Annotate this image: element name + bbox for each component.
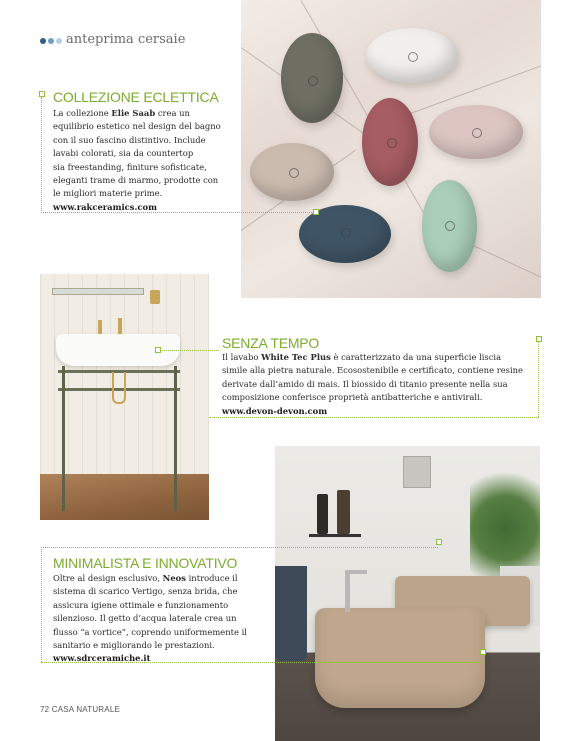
connector-marker xyxy=(536,336,542,342)
dot-3 xyxy=(56,38,62,44)
magazine-name: CASA NATURALE xyxy=(51,705,120,714)
article-title: COLLEZIONE ECLETTICA xyxy=(53,89,219,105)
connector-line xyxy=(157,350,219,351)
body-line: assicura igiene ottimale e funzionamento xyxy=(53,599,229,610)
connector-marker xyxy=(313,209,319,215)
section-label: anteprima cersaie xyxy=(66,32,186,47)
body-line: sia freestanding, finiture sofisticate, xyxy=(53,161,207,172)
article-title: MINIMALISTA E INNOVATIVO xyxy=(53,555,238,571)
dot-2 xyxy=(48,38,54,44)
body-line: silenzioso. Il getto d’acqua laterale crea un xyxy=(53,613,237,624)
connector-marker xyxy=(39,91,45,97)
body-line: le migliori materie prime. xyxy=(53,188,163,199)
connector-line xyxy=(41,547,42,662)
article-body xyxy=(53,107,238,214)
body-line: sanitario e migliorando le prestazioni. xyxy=(53,640,215,651)
photo-bidet-and-wc xyxy=(275,446,540,741)
article-link[interactable]: www.rakceramics.com xyxy=(53,201,157,212)
body-line: composizione conferisce proprietà antibatteriche e antivirali. xyxy=(222,392,483,403)
body-line: simile alla pietra naturale. Ecosostenibile e certificato, contiene resine xyxy=(222,365,523,376)
article-link[interactable]: www.sdrceramiche.it xyxy=(53,653,151,664)
section-dots xyxy=(40,38,62,44)
body-line: equilibrio estetico nel design del bagno xyxy=(53,121,221,132)
page-number: 72 xyxy=(40,705,50,714)
article-link[interactable]: www.devon-devon.com xyxy=(222,405,328,416)
article-body xyxy=(53,572,263,666)
body-line: derivate dall’amido di mais. Il biossido di titanio presente nella sua xyxy=(222,378,508,389)
connector-marker xyxy=(155,347,161,353)
photo-colored-washbasins xyxy=(241,0,541,298)
body-line: Oltre al design esclusivo, Neos introduce il xyxy=(53,573,238,583)
connector-line xyxy=(41,547,438,548)
body-line: sistema di scarico Vertigo, senza brida, che xyxy=(53,586,238,597)
connector-line xyxy=(41,97,42,211)
body-line: Il lavabo White Tec Plus è caratterizzato da una superficie liscia xyxy=(222,352,502,362)
body-line: con il suo fascino distintivo. Include xyxy=(53,134,206,145)
article-title: SENZA TEMPO xyxy=(222,335,320,351)
connector-line xyxy=(538,342,539,417)
body-line: lavabi colorati, sia da countertop xyxy=(53,148,194,159)
dot-1 xyxy=(40,38,46,44)
body-line: La collezione Elie Saab crea un xyxy=(53,108,190,118)
body-line: flusso “a vortice”, coprendo uniformemente il xyxy=(53,626,247,637)
article-body xyxy=(222,351,532,418)
photo-console-sink xyxy=(40,274,209,520)
connector-marker xyxy=(480,649,486,655)
connector-marker xyxy=(436,539,442,545)
body-line: eleganti trame di marmo, prodotte con xyxy=(53,175,219,186)
page-footer xyxy=(40,705,120,714)
